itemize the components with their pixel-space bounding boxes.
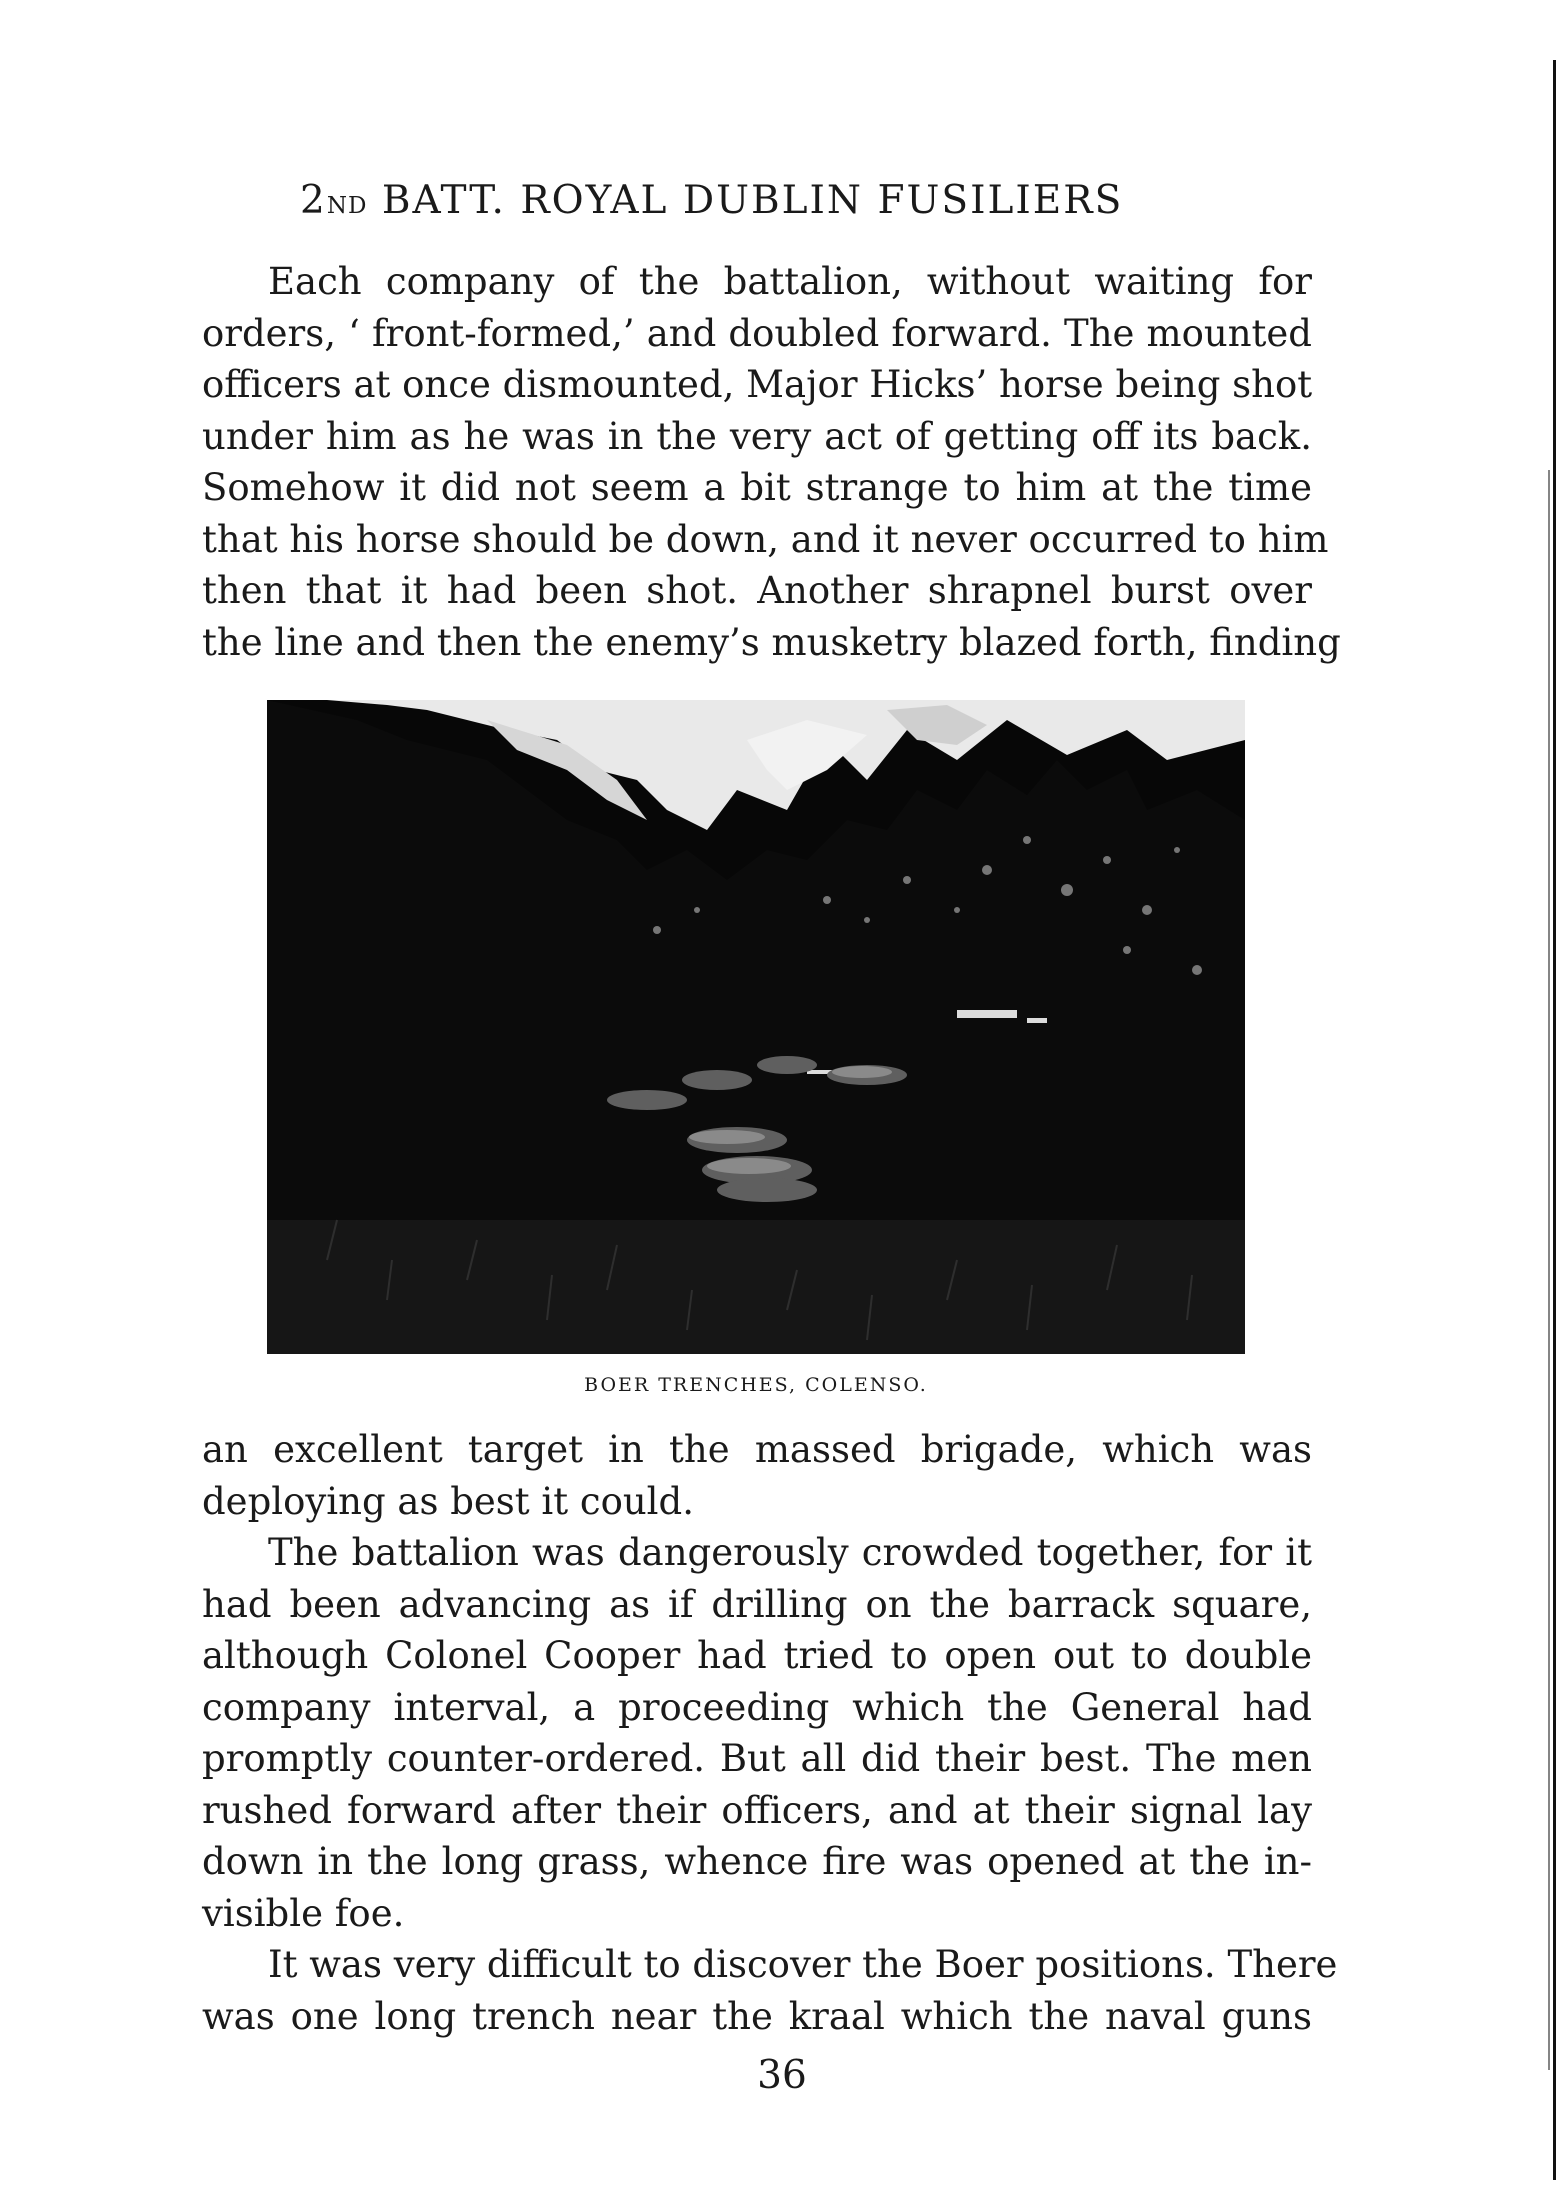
photograph-boer-trenches — [267, 700, 1245, 1354]
photograph-image — [267, 700, 1245, 1354]
text-line: the line and then the enemy’s musketry blazed forth, finding — [202, 620, 1341, 664]
text-line: was one long trench near the kraal which the naval guns — [202, 1994, 1312, 2038]
binding-edge-shadow — [1548, 470, 1550, 2070]
text-line: rushed forward after their officers, and at their signal lay — [202, 1788, 1312, 1832]
binding-edge — [1542, 0, 1564, 2209]
text-line: under him as he was in the very act of getting off its back. — [202, 414, 1312, 458]
paragraph-bottom — [202, 1424, 1338, 2042]
running-head — [300, 178, 1210, 223]
text-line: orders, ‘ front-formed,’ and doubled forward. The mounted — [202, 311, 1312, 355]
running-head-number: 2 — [300, 178, 327, 223]
binding-edge-line — [1553, 60, 1556, 2180]
text-line: Somehow it did not seem a bit strange to him at the time — [202, 466, 1312, 509]
page-number: 36 — [757, 2053, 807, 2098]
running-head-title: BATT. ROYAL DUBLIN FUSILIERS — [381, 178, 1124, 223]
text-line: although Colonel Cooper had tried to open out to double — [202, 1634, 1312, 1677]
text-line: officers at once dismounted, Major Hicks’ horse being shot — [202, 363, 1313, 406]
text-line: promptly counter-ordered. But all did their best. The men — [202, 1737, 1312, 1780]
text-line: that his horse should be down, and it never occurred to him — [202, 517, 1329, 561]
text-line: an excellent target in the massed brigade, which was — [202, 1428, 1312, 1471]
running-head-suffix: ND — [326, 193, 368, 219]
paragraph-top — [202, 256, 1341, 668]
text-line: then that it had been shot. Another shrapnel burst over — [202, 569, 1312, 612]
text-line: down in the long grass, whence fire was opened at the in- — [202, 1840, 1312, 1883]
text-line: It was very difficult to discover the Boer positions. There — [268, 1943, 1338, 1986]
figure-caption: BOER TRENCHES, COLENSO. — [584, 1374, 928, 1396]
text-line: visible foe. — [202, 1891, 405, 1935]
text-line: had been advancing as if drilling on the barrack square, — [202, 1582, 1312, 1626]
text-line: The battalion was dangerously crowded together, for it — [268, 1531, 1312, 1574]
text-line: company interval, a proceeding which the General had — [202, 1685, 1312, 1729]
text-line: Each company of the battalion, without waiting for — [268, 260, 1312, 303]
text-line: deploying as best it could. — [202, 1479, 694, 1523]
